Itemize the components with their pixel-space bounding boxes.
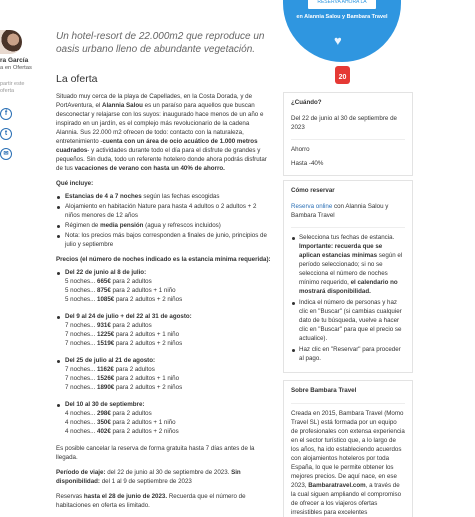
price-label: Ahorro	[291, 145, 310, 153]
includes-list	[56, 193, 271, 250]
offer-content	[56, 72, 271, 517]
price-list	[56, 269, 271, 437]
price-row: 5 noches... 875€ para 2 adultos + 1 niño	[65, 286, 176, 294]
promo-banner	[283, 0, 401, 62]
promo-partner: en Alannia Salou y Bambara Travel	[296, 14, 388, 20]
price-row: 5 noches... 665€ para 2 adultos	[65, 277, 152, 285]
price-row: 7 noches... 1526€ para 2 adultos + 1 niño	[65, 374, 180, 382]
price-block	[56, 269, 271, 305]
list-item: Haz clic en "Reservar" para proceder al pago.	[291, 346, 405, 364]
reserve-online-link[interactable]: Reserva online	[291, 202, 333, 210]
about-box	[283, 380, 413, 517]
price-row: 7 noches... 1162€ para 2 adultos	[65, 365, 155, 373]
facebook-icon[interactable]: f	[0, 108, 12, 120]
heart-icon[interactable]: ♥	[334, 33, 342, 48]
offer-intro: Situado muy cerca de la playa de Capellades, en la Costa Dorada, y de PortAventura, el Alannia Salou es un paraíso para aquellos que buscan desconectar y relajarse con los suyos: inaugurado hace menos de un año e inspirado en un jardín, es el complejo más revolucionario de la cadena Alannia. Sus 22.000 m2 ofrecen de todo: contacto con la naturaleza, entretenimiento -cuenta con un área de ocio acuático de 1.000 metros cuadrados- y actividades durante todo el día para el disfrute de grandes y pequeños. Sin duda, todo un referente hotelero donde ahora podrás disfrutar de tus vacaciones de verano con hasta un 40% de ahorro.	[56, 93, 267, 173]
list-item: Indica el número de personas y haz clic en "Buscar" (si cambias cualquier dato de tu búsqueda, vuelve a hacer clic en "Buscar" para que el precio se actualice).	[291, 299, 405, 344]
how-title: Cómo reservar	[291, 187, 335, 194]
when-dates: Del 22 de junio al 30 de septiembre de 2023	[291, 114, 397, 131]
offer-heading: La oferta	[56, 73, 98, 85]
prices-title: Precios (el número de noches indicado es la estancia mínima requerida):	[56, 255, 271, 263]
about-text: Creada en 2015, Bambara Travel (Momo Travel SL) está formada por un equipo de profesionales con extensa experiencia en el sector turístico que, a lo largo de los años, ha ido estableciendo acuerdos con alojamientos hoteleros por toda España, lo que le permite obtener los mejores precios. De aquí nace, en ese 2023, Bambaratravel.com, a través de la cual siguen ampliando el compromiso de ofrecer a los viajeros ofertas irresistibles para excelentes	[291, 409, 405, 516]
discount-badge: 20	[335, 66, 350, 84]
author-role: a en Ofertas	[0, 65, 32, 71]
cancel-note: Es posible cancelar la reserva de forma gratuita hasta 7 días antes de la llegada.	[56, 444, 255, 461]
price-block	[56, 401, 271, 437]
price-row: 5 noches... 1085€ para 2 adultos + 2 niños	[65, 295, 183, 303]
article-subtitle: Un hotel-resort de 22.000m2 que reproduce un oasis urbano lleno de abundante vegetación.	[56, 31, 265, 55]
price-block	[56, 357, 271, 393]
price-period: Del 22 de junio al 8 de julio:	[56, 269, 271, 278]
how-intro: Reserva online con Alannia Salou y Bambara Travel	[291, 202, 389, 219]
how-to-reserve-box	[283, 180, 413, 373]
share-line-2: oferta	[0, 88, 15, 95]
includes-title: Qué incluye:	[56, 180, 94, 188]
list-item: Selecciona tus fechas de estancia. Importante: recuerda que se aplican estancias mínimas según el período seleccionado; si no se selecciona el número de noches mínimo requerido, el calendario no mostrará disponibilidad.	[291, 234, 405, 297]
share-text	[0, 81, 40, 95]
price-row: 4 noches... 350€ para 2 adultos + 1 niño	[65, 418, 176, 426]
avatar	[0, 30, 22, 54]
price-value: Hasta -40%	[291, 159, 324, 167]
price-period: Del 10 al 30 de septiembre:	[56, 401, 271, 410]
list-item: Nota: los precios más bajos corresponden a finales de junio, principios de julio y septiembre	[56, 232, 271, 250]
when-box	[283, 92, 413, 176]
price-period: Del 9 al 24 de julio + del 22 al 31 de agosto:	[56, 313, 271, 322]
price-row: 4 noches... 402€ para 2 adultos + 2 niños	[65, 427, 179, 435]
when-title: ¿Cuándo?	[291, 99, 322, 106]
price-row: 7 noches... 1225€ para 2 adultos + 1 niño	[65, 330, 180, 338]
trip-period: Período de viaje: del 22 de junio al 30 de septiembre de 2023. Sin disponibilidad: del 1 al 9 de septiembre de 2023	[56, 468, 241, 485]
list-item: Régimen de media pensión (agua y refrescos incluidos)	[56, 222, 271, 231]
price-row: 4 noches... 298€ para 2 adultos	[65, 409, 152, 417]
author-name[interactable]: ra García	[0, 57, 29, 64]
reserve-deadline: Reservas hasta el 28 de junio de 2023. Recuerda que el número de habitaciones en oferta es limitado.	[56, 492, 246, 509]
about-title: Sobre Bambara Travel	[291, 387, 357, 394]
list-item: Estancias de 4 a 7 noches según las fechas escogidas	[56, 193, 271, 202]
share-line-1: partir este	[0, 81, 25, 87]
price-row: 7 noches... 1519€ para 2 adultos + 2 niños	[65, 339, 183, 347]
price-block	[56, 313, 271, 349]
twitter-icon[interactable]: t	[0, 128, 12, 140]
price-row: 7 noches... 931€ para 2 adultos	[65, 321, 152, 329]
reserve-now-button[interactable]: RESERVA AHORA LA	[308, 0, 376, 9]
email-icon[interactable]: ✉	[0, 148, 12, 160]
steps-list	[291, 234, 405, 364]
price-period: Del 25 de julio al 21 de agosto:	[56, 357, 271, 366]
list-item: Alojamiento en habitación Nature para hasta 4 adultos o 2 adultos + 2 niños menores de 12 años	[56, 203, 271, 221]
price-row: 7 noches... 1890€ para 2 adultos + 2 niños	[65, 383, 183, 391]
